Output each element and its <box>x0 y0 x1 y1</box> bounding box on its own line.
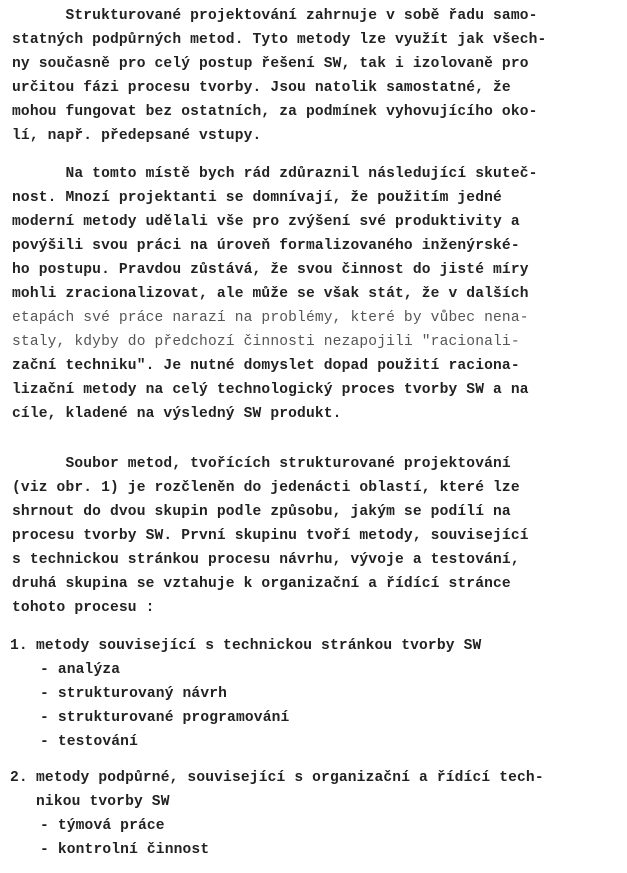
text-line: ho postupu. Pravdou zůstává, že svou činnost do jisté míry <box>12 262 529 278</box>
text-line: Soubor metod, tvořících strukturované projektování <box>12 456 511 472</box>
text-line: zační techniku". Je nutné domyslet dopad použití raciona- <box>12 358 520 374</box>
list-number: 2. <box>10 770 28 786</box>
text-line: statných podpůrných metod. Tyto metody lze využít jak všech- <box>12 32 547 48</box>
text-line: mohli zracionalizovat, ale může se však stát, že v dalších <box>12 286 529 302</box>
text-line: etapách své práce narazí na problémy, které by vůbec nena- <box>12 310 529 326</box>
text-line: s technickou stránkou procesu návrhu, vývoje a testování, <box>12 552 520 568</box>
list-item-text: metody podpůrné, související s organizační a řídící tech- <box>36 770 544 786</box>
list-item-text: metody související s technickou stránkou tvorby SW <box>36 638 482 654</box>
text-line: cíle, kladené na výsledný SW produkt. <box>12 406 342 422</box>
text-line: druhá skupina se vztahuje k organizační a řídící stránce <box>12 576 511 592</box>
sub-item: - analýza <box>40 662 121 678</box>
text-line: Na tomto místě bych rád zdůraznil následující skuteč- <box>12 166 538 182</box>
text-line: tohoto procesu : <box>12 600 155 616</box>
text-line: procesu tvorby SW. První skupinu tvoří metody, související <box>12 528 529 544</box>
text-line: ny současně pro celý postup řešení SW, tak i izolovaně pro <box>12 56 529 72</box>
list-number: 1. <box>10 638 28 654</box>
sub-item: - kontrolní činnost <box>40 842 210 858</box>
text-line: nost. Mnozí projektanti se domnívají, že použitím jedné <box>12 190 502 206</box>
text-line: určitou fázi procesu tvorby. Jsou natolik samostatné, že <box>12 80 511 96</box>
text-line: lí, např. předepsané vstupy. <box>12 128 262 144</box>
text-line: shrnout do dvou skupin podle způsobu, jakým se podílí na <box>12 504 511 520</box>
sub-item: - strukturované programování <box>40 710 290 726</box>
text-line: povýšili svou práci na úroveň formalizovaného inženýrské- <box>12 238 520 254</box>
text-line: moderní metody udělali vše pro zvýšení své produktivity a <box>12 214 520 230</box>
list-item-text: nikou tvorby SW <box>36 794 170 810</box>
text-line: staly, kdyby do předchozí činnosti nezapojili "racionali- <box>12 334 520 350</box>
sub-item: - strukturovaný návrh <box>40 686 228 702</box>
text-line: mohou fungovat bez ostatních, za podmínek vyhovujícího oko- <box>12 104 538 120</box>
text-line: Strukturované projektování zahrnuje v sobě řadu samo- <box>12 8 538 24</box>
sub-item: - týmová práce <box>40 818 165 834</box>
text-line: lizační metody na celý technologický proces tvorby SW a na <box>12 382 529 398</box>
sub-item: - testování <box>40 734 138 750</box>
text-line: (viz obr. 1) je rozčleněn do jedenácti oblastí, které lze <box>12 480 520 496</box>
